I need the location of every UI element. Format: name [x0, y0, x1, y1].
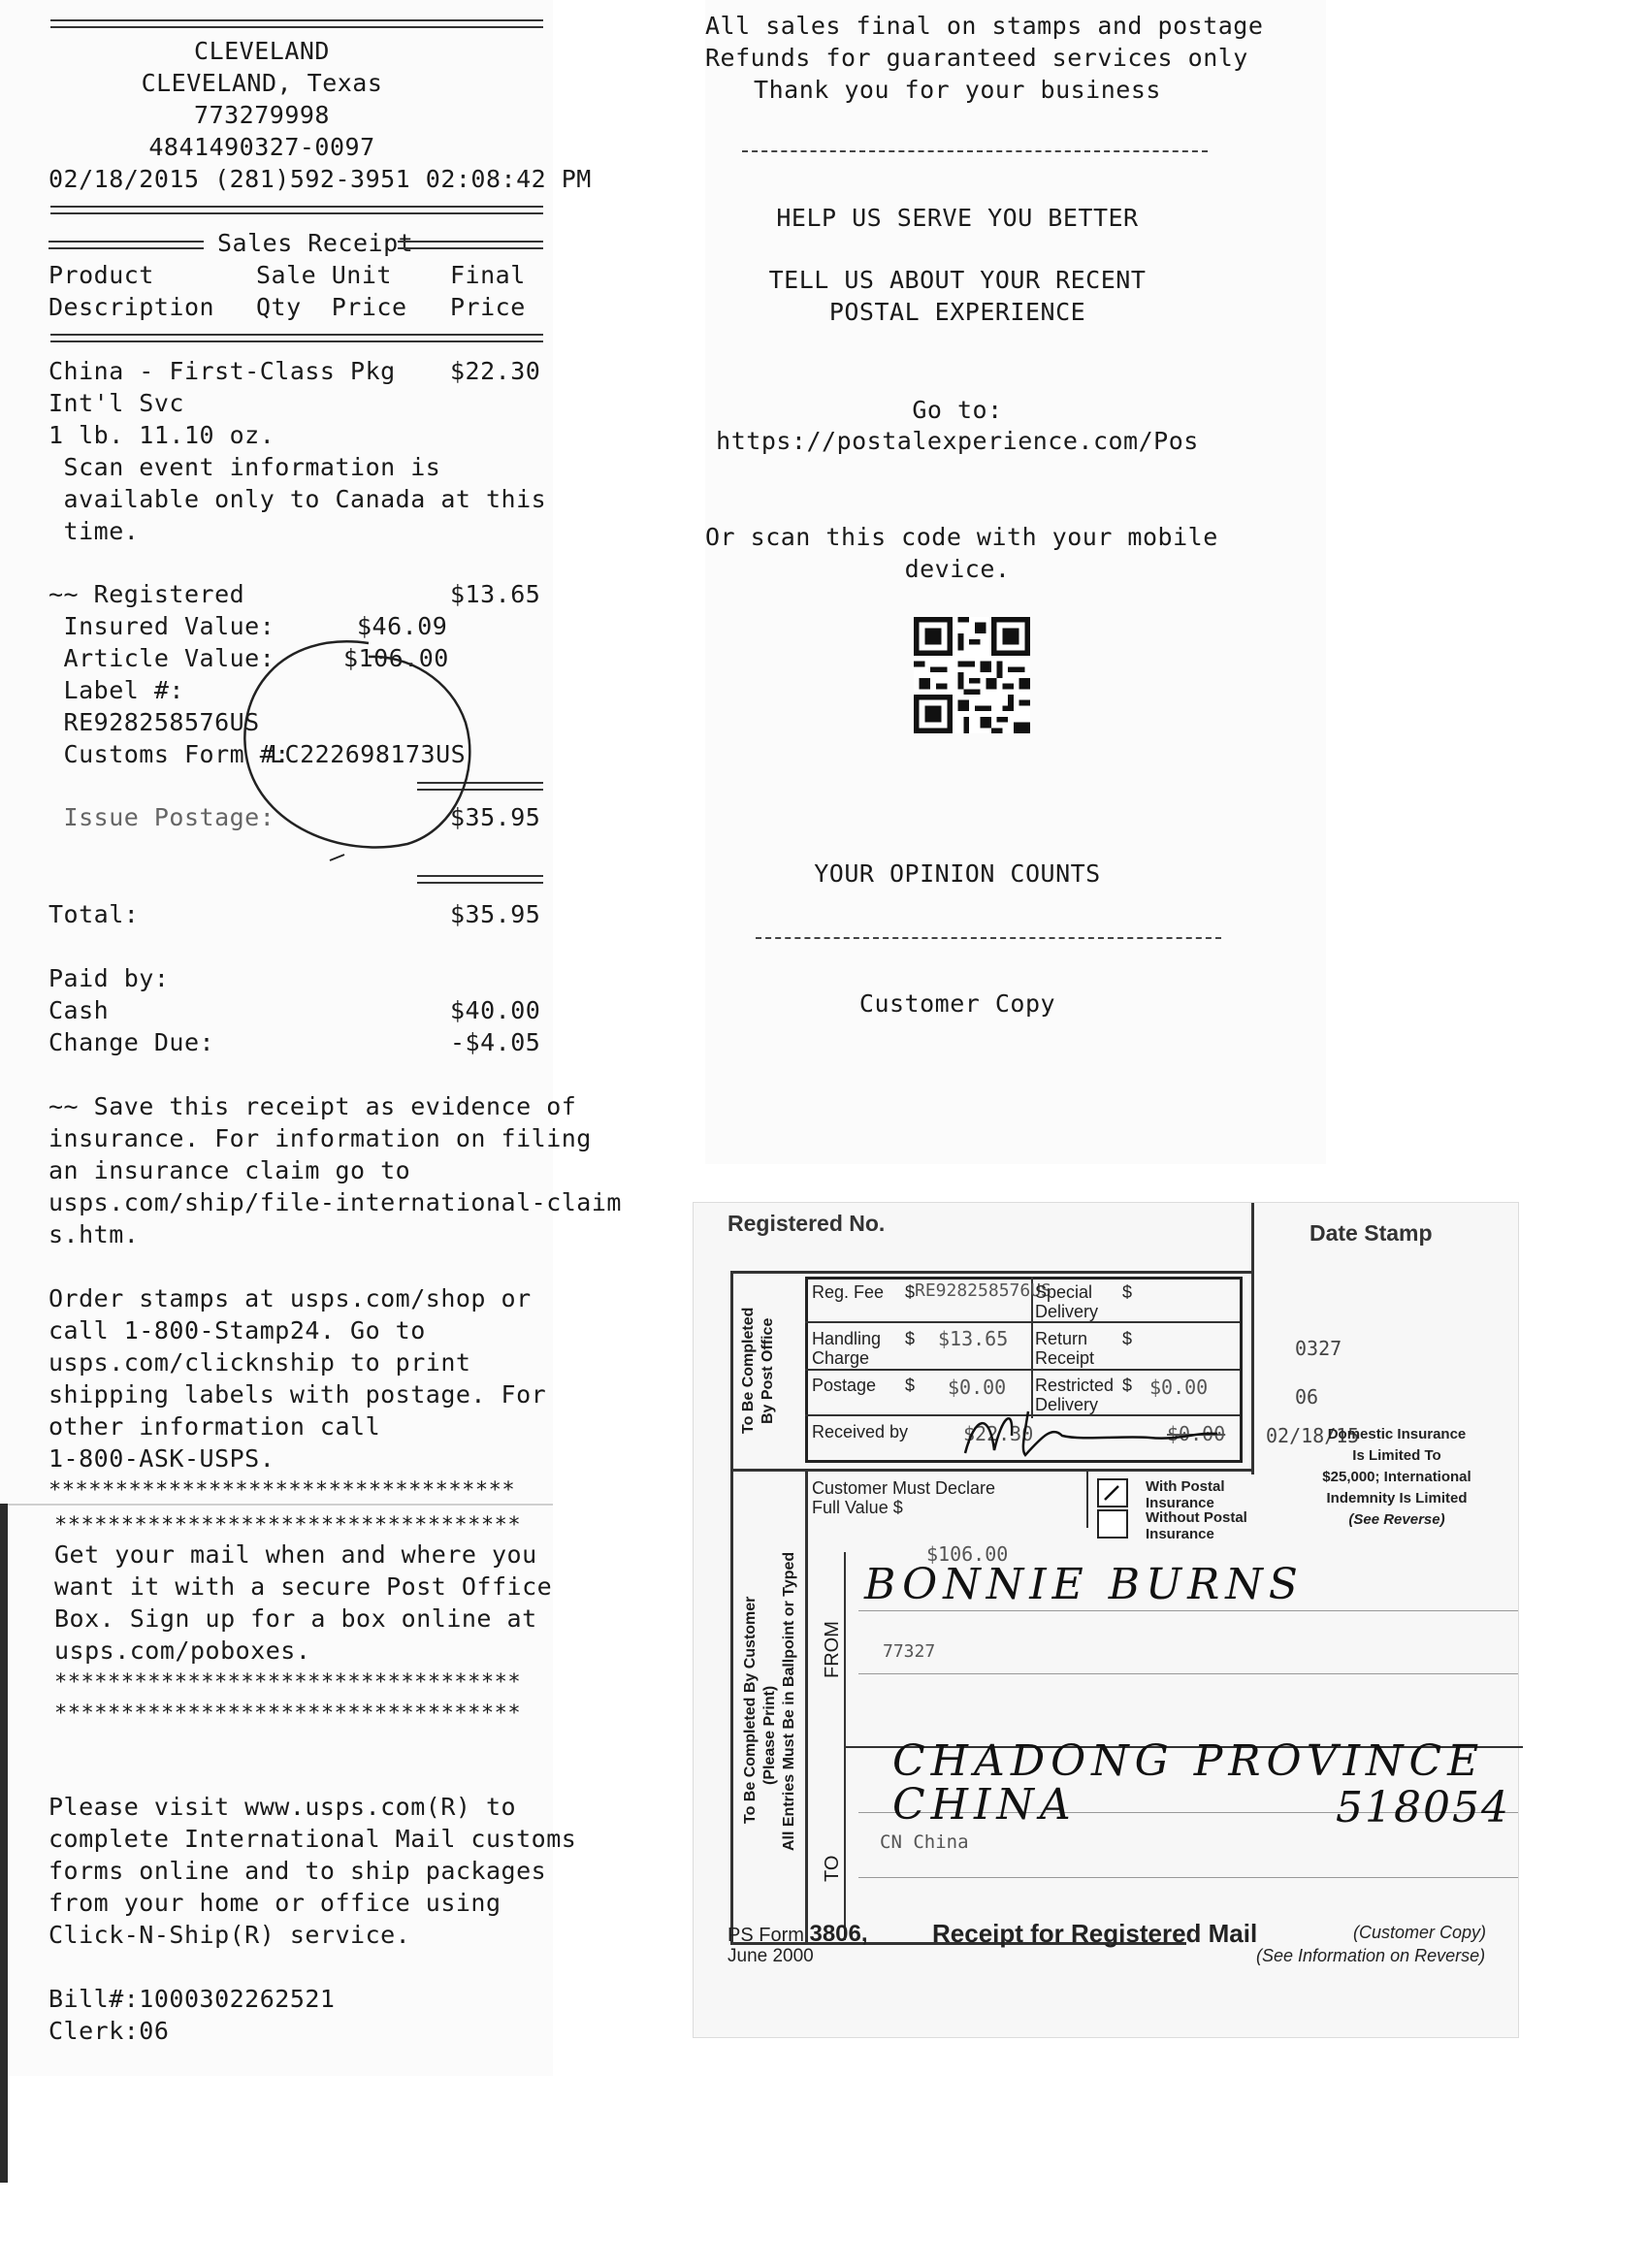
reg-fee-value: RE928258576US [915, 1280, 1051, 1301]
clerk-signature-scribble [955, 1397, 1227, 1465]
without-insurance-checkbox[interactable] [1097, 1509, 1128, 1539]
double-rule [50, 19, 543, 28]
sender-name: BONNIE BURNS [864, 1560, 1304, 1609]
bill-number: Bill#:1000302262521 [48, 1985, 336, 2013]
visit-note: Please visit www.usps.com(R) to [48, 1793, 517, 1821]
order-note: call 1-800-Stamp24. Go to [48, 1316, 426, 1345]
scan-note: available only to Canada at this [48, 485, 547, 513]
insurance-note: ~~ Save this receipt as evidence of [48, 1092, 577, 1120]
col-final: Final [450, 261, 526, 289]
scan-code-line: device. [904, 555, 1011, 583]
item-name: China - First-Class Pkg [48, 357, 396, 385]
restricted-value: $0.00 [1149, 1376, 1209, 1399]
without-insurance-label: Without Postal Insurance [1146, 1509, 1247, 1542]
policy-line: Refunds for guaranteed services only [705, 44, 1248, 72]
policy-line: All sales final on stamps and postage [705, 12, 1264, 40]
scan-note: Scan event information is [48, 453, 441, 481]
side-label-customer: (Please Print) [761, 1685, 778, 1785]
visit-note: Click-N-Ship(R) service. [48, 1921, 411, 1949]
qr-code-icon[interactable] [914, 617, 1030, 733]
visit-note: complete International Mail customs [48, 1825, 577, 1853]
tell-us-line: TELL US ABOUT YOUR RECENT [768, 266, 1147, 294]
date-phone-time: 02/18/2015 (281)592-3951 02:08:42 PM [48, 165, 592, 193]
recipient-postal-code: 518054 [1336, 1783, 1510, 1832]
date-stamp-line: 02/18/15 [1266, 1424, 1360, 1447]
office-name: CLEVELAND [194, 37, 330, 65]
side-label-po: To Be Completed [740, 1307, 757, 1434]
struck-value: $0.00 [1167, 1422, 1226, 1445]
po-box-note: Box. Sign up for a box online at [54, 1604, 537, 1633]
form-number: PS Form 3806, [728, 1921, 868, 1947]
handling-label: Handling Charge [812, 1329, 882, 1368]
sales-receipt [0, 0, 622, 2076]
see-reverse-note: (See Information on Reverse) [1256, 1946, 1486, 1965]
received-by-label: Received by [812, 1422, 909, 1442]
pen-circle-mark [223, 635, 475, 868]
terminal-id: 4841490327-0097 [148, 133, 375, 161]
scan-note: time. [48, 517, 140, 545]
label-no: RE928258576US [48, 708, 260, 736]
double-rule [50, 334, 543, 342]
order-note: Order stamps at usps.com/shop or [48, 1284, 532, 1312]
form-date: June 2000 [728, 1946, 814, 1966]
total-value: $35.95 [450, 900, 541, 928]
registered-price: $13.65 [450, 580, 541, 608]
customs-label: Customs Form #: [48, 740, 290, 768]
insurance-note: an insurance claim go to [48, 1156, 411, 1184]
side-label-po: By Post Office [760, 1317, 776, 1424]
insurance-note: usps.com/ship/file-international-claim [48, 1188, 622, 1216]
goto-label: Go to: [912, 396, 1003, 424]
visit-note: from your home or office using [48, 1889, 501, 1917]
col-qty-price: Qty Price [256, 293, 407, 321]
order-note: other information call [48, 1412, 381, 1441]
item-price: $22.30 [450, 357, 541, 385]
item-service: Int'l Svc [48, 389, 184, 417]
clerk-id: Clerk:06 [48, 2017, 170, 2045]
article-value: $106.00 [343, 644, 449, 672]
double-rule [417, 875, 543, 884]
paid-by-label: Paid by: [48, 964, 170, 992]
order-note: 1-800-ASK-USPS. [48, 1444, 275, 1473]
item-weight: 1 lb. 11.10 oz. [48, 421, 275, 449]
with-insurance-checkbox[interactable] [1097, 1478, 1128, 1507]
postage-value: $0.00 [948, 1376, 1007, 1399]
cash-label: Cash [48, 996, 110, 1024]
to-label: TO [822, 1855, 843, 1882]
po-box-note: usps.com/poboxes. [54, 1636, 311, 1665]
dashed-rule [756, 937, 1221, 939]
tell-us-line: POSTAL EXPERIENCE [828, 298, 1086, 326]
reg-fee-label: Reg. Fee [812, 1282, 885, 1302]
article-label: Article Value: [48, 644, 275, 672]
change-due-value: -$4.05 [450, 1028, 541, 1056]
ps-form-3806: Registered No. Date Stamp To Be Completed By Post Office Reg. Fee $ RE928258576US Special Delivery $ Handling Charge $ $13.65 Return Receipt $ Postage $ $0.00 Restricted Delivery $ $0.00 Received by $22.30 $0.00 0327 06 02/18/15 Customer Must Declare Full Value $ With Postal Insurance Without Postal Insurance Domestic Insurance Is Limited To $25,000; International Indemnity Is Limited (See Reverse) $106.00 To Be Completed By Customer (Please Print) All Entries Must Be in Ballpoint or Typed FROM TO BONNIE BURNS 77327 CHADONG PROVINCE CHINA 518054 CN China PS Form 3806, June 2000 Receipt for Registered Mail (Customer Copy) (See Information on Reverse) [694, 1203, 1518, 2037]
star-separator: *********************************** [54, 1513, 522, 1538]
po-box-note: Get your mail when and where you [54, 1540, 537, 1569]
customer-copy-note: (Customer Copy) [1353, 1923, 1487, 1942]
customer-copy-label: Customer Copy [858, 989, 1056, 1018]
scan-code-line: Or scan this code with your mobile [705, 523, 1218, 551]
total-label: Total: [48, 900, 140, 928]
domestic-insurance-note: Domestic Insurance Is Limited To $25,000; International Indemnity Is Limited (See Reverse) [1322, 1426, 1471, 1528]
visit-note: forms online and to ship packages [48, 1857, 547, 1885]
side-label-customer: To Be Completed By Customer [742, 1596, 759, 1824]
date-stamp-label: Date Stamp [1310, 1220, 1433, 1246]
paper-fold [0, 1504, 553, 1506]
recipient-country: CN China [880, 1831, 969, 1853]
sales-receipt-title: Sales Receipt [217, 229, 414, 257]
order-note: usps.com/clicknship to print [48, 1348, 471, 1377]
survey-receipt [705, 0, 1326, 1164]
customs-no: LC222698173US [270, 740, 467, 768]
postage-label: Postage [812, 1376, 877, 1395]
insurance-note: s.htm. [48, 1220, 140, 1248]
insurance-note: insurance. For information on filing [48, 1124, 592, 1152]
recipient-country-hand: CHINA [892, 1780, 1077, 1830]
form-title: Receipt for Registered Mail [932, 1919, 1258, 1948]
help-heading: HELP US SERVE YOU BETTER [776, 204, 1139, 232]
survey-url[interactable]: https://postalexperience.com/Pos [716, 427, 1199, 455]
recipient-line: CHADONG PROVINCE [892, 1736, 1485, 1786]
col-sale-unit: Sale Unit [256, 261, 392, 289]
col-description: Description [48, 293, 215, 321]
customer-declare-label: Customer Must Declare Full Value $ [812, 1478, 996, 1517]
opinion-heading: YOUR OPINION COUNTS [814, 859, 1101, 888]
registered-no-label: Registered No. [728, 1211, 886, 1236]
cash-value: $40.00 [450, 996, 541, 1024]
handling-value: $13.65 [938, 1327, 1009, 1350]
po-box-note: want it with a secure Post Office [54, 1572, 553, 1601]
double-rule [50, 206, 543, 214]
label-no-label: Label #: [48, 676, 184, 704]
order-note: shipping labels with postage. For [48, 1380, 547, 1409]
date-stamp-line: 0327 [1295, 1337, 1342, 1360]
insured-label: Insured Value: [48, 612, 275, 640]
city-state: CLEVELAND, Texas [141, 69, 383, 97]
return-receipt-label: Return Receipt [1035, 1329, 1095, 1368]
registered-label: ~~ Registered [48, 580, 245, 608]
star-separator: *********************************** [54, 1701, 522, 1726]
special-delivery-label: Special Delivery [1035, 1282, 1099, 1321]
dashed-rule [742, 150, 1208, 152]
change-due-label: Change Due: [48, 1028, 215, 1056]
with-insurance-label: With Postal Insurance [1146, 1478, 1225, 1511]
col-price: Price [450, 293, 526, 321]
issue-postage-value: $35.95 [450, 803, 541, 831]
sender-zip: 77327 [883, 1641, 936, 1662]
star-separator: *********************************** [54, 1670, 522, 1695]
restricted-delivery-label: Restricted Delivery [1035, 1376, 1115, 1414]
scan-edge [0, 1504, 8, 2183]
full-value: $106.00 [926, 1542, 1009, 1566]
insured-value: $46.09 [357, 612, 448, 640]
policy-line: Thank you for your business [754, 76, 1161, 104]
date-stamp-line: 06 [1295, 1385, 1319, 1409]
star-separator: *********************************** [48, 1478, 516, 1503]
side-label-customer: All Entries Must Be in Ballpoint or Typed [781, 1551, 797, 1851]
issue-postage-label: Issue Postage: [48, 803, 275, 831]
from-label: FROM [822, 1621, 843, 1678]
col-product: Product [48, 261, 154, 289]
office-id: 773279998 [194, 101, 330, 129]
received-by-value: $22.30 [963, 1422, 1034, 1445]
